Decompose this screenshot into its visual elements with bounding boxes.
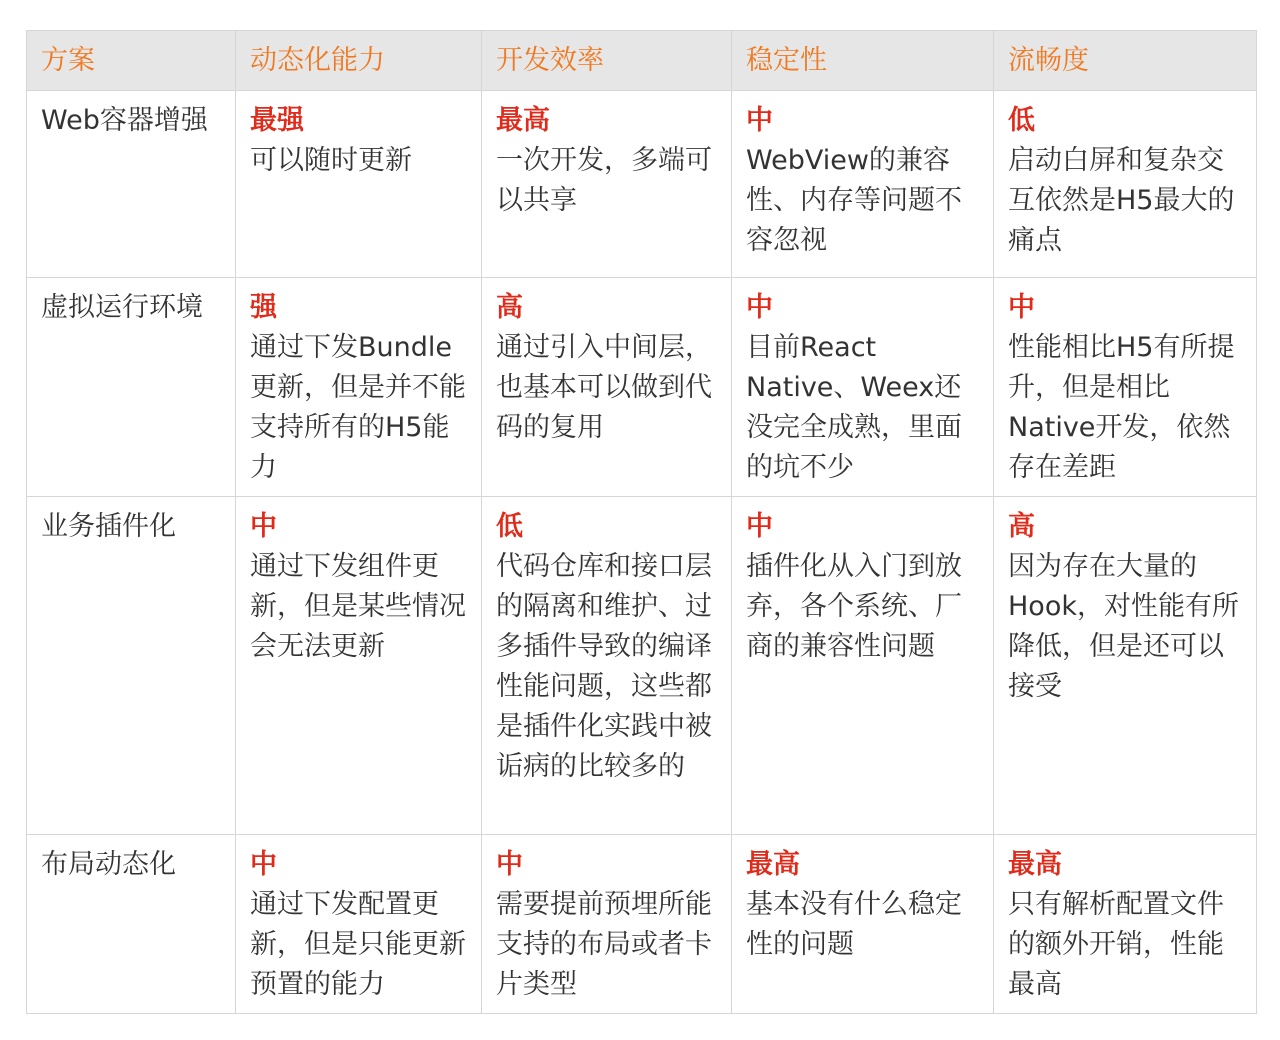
scheme-name: 布局动态化 xyxy=(41,849,176,880)
cell-description: 基本没有什么稳定性的问题 xyxy=(746,889,962,960)
rating-label: 中 xyxy=(250,849,277,880)
rating-label: 强 xyxy=(250,292,277,323)
row-scheme-cell xyxy=(27,91,236,278)
scheme-name: 业务插件化 xyxy=(41,511,176,542)
table-cell xyxy=(732,835,994,1014)
comparison-table xyxy=(26,30,1257,1014)
header-dev-efficiency: 开发效率 xyxy=(482,31,732,91)
header-stability: 稳定性 xyxy=(732,31,994,91)
scheme-name: Web容器增强 xyxy=(41,105,208,136)
scheme-name: 虚拟运行环境 xyxy=(41,292,203,323)
rating-label: 中 xyxy=(250,511,277,542)
cell-description: 目前React Native、Weex还没完全成熟，里面的坑不少 xyxy=(746,332,962,483)
rating-label: 低 xyxy=(496,511,523,542)
cell-description: 可以随时更新 xyxy=(250,145,412,176)
table-cell xyxy=(482,497,732,835)
table-cell xyxy=(732,91,994,278)
table-cell xyxy=(482,91,732,278)
table-row xyxy=(27,835,1257,1014)
cell-description: WebView的兼容性、内存等问题不容忽视 xyxy=(746,145,962,256)
table-cell xyxy=(236,835,482,1014)
row-scheme-cell xyxy=(27,278,236,497)
rating-label: 最高 xyxy=(746,849,800,880)
table-row xyxy=(27,91,1257,278)
table-row xyxy=(27,278,1257,497)
table-cell xyxy=(732,497,994,835)
rating-label: 最高 xyxy=(496,105,550,136)
cell-description: 一次开发，多端可以共享 xyxy=(496,145,712,216)
table-cell xyxy=(994,91,1257,278)
cell-description: 需要提前预埋所能支持的布局或者卡片类型 xyxy=(496,889,712,1000)
rating-label: 中 xyxy=(746,105,773,136)
cell-description: 只有解析配置文件的额外开销，性能最高 xyxy=(1008,889,1224,1000)
table-cell xyxy=(994,835,1257,1014)
table-header-row xyxy=(27,31,1257,91)
comparison-table-container xyxy=(26,30,1256,1014)
cell-description: 通过下发配置更新，但是只能更新预置的能力 xyxy=(250,889,466,1000)
cell-description: 插件化从入门到放弃，各个系统、厂商的兼容性问题 xyxy=(746,551,962,662)
header-scheme: 方案 xyxy=(27,31,236,91)
rating-label: 高 xyxy=(1008,511,1035,542)
rating-label: 最高 xyxy=(1008,849,1062,880)
table-cell xyxy=(236,91,482,278)
table-cell xyxy=(994,278,1257,497)
rating-label: 中 xyxy=(746,292,773,323)
table-cell xyxy=(236,497,482,835)
rating-label: 最强 xyxy=(250,105,304,136)
table-row xyxy=(27,497,1257,835)
cell-description: 因为存在大量的Hook，对性能有所降低，但是还可以接受 xyxy=(1008,551,1239,702)
header-dynamic-capability: 动态化能力 xyxy=(236,31,482,91)
table-cell xyxy=(482,835,732,1014)
cell-description: 通过引入中间层，也基本可以做到代码的复用 xyxy=(496,332,712,443)
rating-label: 中 xyxy=(1008,292,1035,323)
table-cell xyxy=(236,278,482,497)
header-smoothness: 流畅度 xyxy=(994,31,1257,91)
table-cell xyxy=(994,497,1257,835)
rating-label: 低 xyxy=(1008,105,1035,136)
rating-label: 中 xyxy=(496,849,523,880)
row-scheme-cell xyxy=(27,497,236,835)
table-cell xyxy=(482,278,732,497)
rating-label: 中 xyxy=(746,511,773,542)
rating-label: 高 xyxy=(496,292,523,323)
cell-description: 通过下发Bundle更新，但是并不能支持所有的H5能力 xyxy=(250,332,466,483)
cell-description: 通过下发组件更新，但是某些情况会无法更新 xyxy=(250,551,466,662)
row-scheme-cell xyxy=(27,835,236,1014)
cell-description: 代码仓库和接口层的隔离和维护、过多插件导致的编译性能问题，这些都是插件化实践中被诟病的比较多的 xyxy=(496,551,712,782)
table-cell xyxy=(732,278,994,497)
cell-description: 性能相比H5有所提升，但是相比Native开发，依然存在差距 xyxy=(1008,332,1235,483)
cell-description: 启动白屏和复杂交互依然是H5最大的痛点 xyxy=(1008,145,1235,256)
